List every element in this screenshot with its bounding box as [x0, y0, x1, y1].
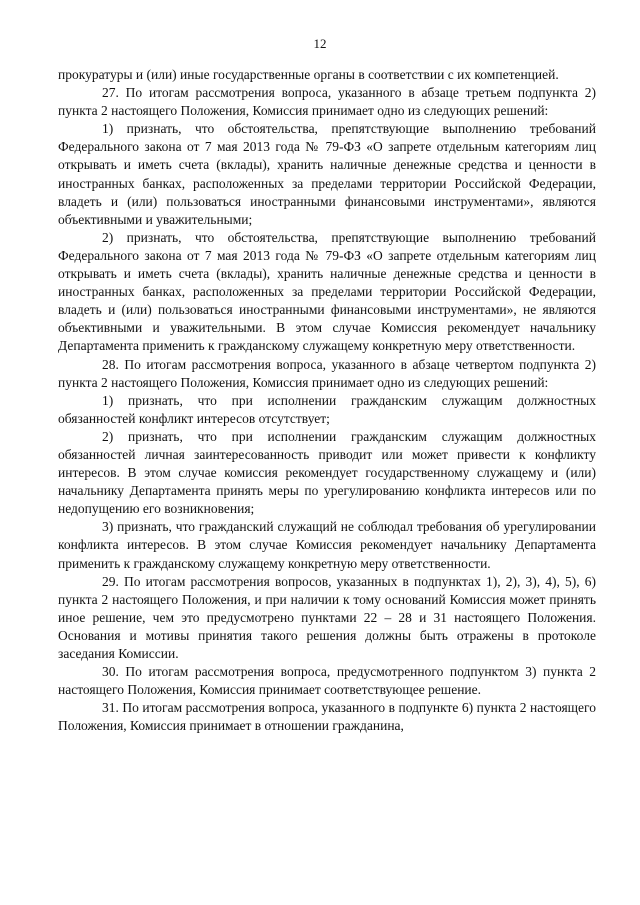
paragraph-28-item-2: 2) признать, что при исполнении гражданским служащим должностных обязанностей личная заинтересованность приводит или может привести к конфликту интересов. В этом случае комиссия рекомендует государственному служащему и (или) начальнику Департамента принять меры по урегулированию конфликта интересов или по недопущению его возникновения;	[58, 428, 596, 517]
paragraph-30: 30. По итогам рассмотрения вопроса, предусмотренного подпунктом 3) пункта 2 настоящего Положения, Комиссия принимает соответствующее решение.	[58, 664, 596, 698]
body-text	[58, 66, 596, 735]
paragraph-27-item-1: 1) признать, что обстоятельства, препятствующие выполнению требований Федерального закона от 7 мая 2013 года № 79-ФЗ «О запрете отдельным категориям лиц открывать и иметь счета (вклады), хранить наличные денежные средства и ценности в иностранных банках, расположенных за пределами территории Российской Федерации, владеть и (или) пользоваться иностранными финансовыми инструментами», являются объективными и уважительными;	[58, 121, 596, 227]
paragraph-27: 27. По итогам рассмотрения вопроса, указанного в абзаце третьем подпункта 2) пункта 2 настоящего Положения, Комиссия принимает одно из следующих решений:	[58, 85, 596, 119]
page-number: 12	[313, 36, 327, 51]
paragraph-28-item-1: 1) признать, что при исполнении гражданским служащим должностных обязанностей конфликт интересов отсутствует;	[58, 392, 596, 426]
paragraph-continuation: прокуратуры и (или) иные государственные органы в соответствии с их компетенцией.	[58, 67, 559, 82]
paragraph-31: 31. По итогам рассмотрения вопроса, указанного в подпункте 6) пункта 2 настоящего Положения, Комиссия принимает в отношении гражданина,	[58, 700, 596, 734]
paragraph-28: 28. По итогам рассмотрения вопроса, указанного в абзаце четвертом подпункта 2) пункта 2 настоящего Положения, Комиссия принимает одно из следующих решений:	[58, 356, 596, 390]
paragraph-29: 29. По итогам рассмотрения вопросов, указанных в подпунктах 1), 2), 3), 4), 5), 6) пункта 2 настоящего Положения, и при наличии к тому оснований Комиссия может принять иное решение, чем это предусмотрено пунктами 22 – 28 и 31 настоящего Положения. Основания и мотивы принятия такого решения должны быть отражены в протоколе заседания Комиссии.	[58, 573, 596, 661]
paragraph-27-item-2: 2) признать, что обстоятельства, препятствующие выполнению требований Федерального закона от 7 мая 2013 года № 79-ФЗ «О запрете отдельным категориям лиц открывать и иметь счета (вклады), хранить наличные денежные средства и ценности в иностранных банках, расположенных за пределами территории Российской Федерации, владеть и (или) пользоваться иностранными финансовыми инструментами», не являются объективными и уважительными. В этом случае Комиссия рекомендует начальнику Департамента применить к гражданскому служащему конкретную меру ответственности.	[58, 229, 596, 354]
paragraph-28-item-3: 3) признать, что гражданский служащий не соблюдал требования об урегулировании конфликта интересов. В этом случае Комиссия рекомендует начальнику Департамента применить к гражданскому служащему конкретную меру ответственности.	[58, 519, 596, 571]
